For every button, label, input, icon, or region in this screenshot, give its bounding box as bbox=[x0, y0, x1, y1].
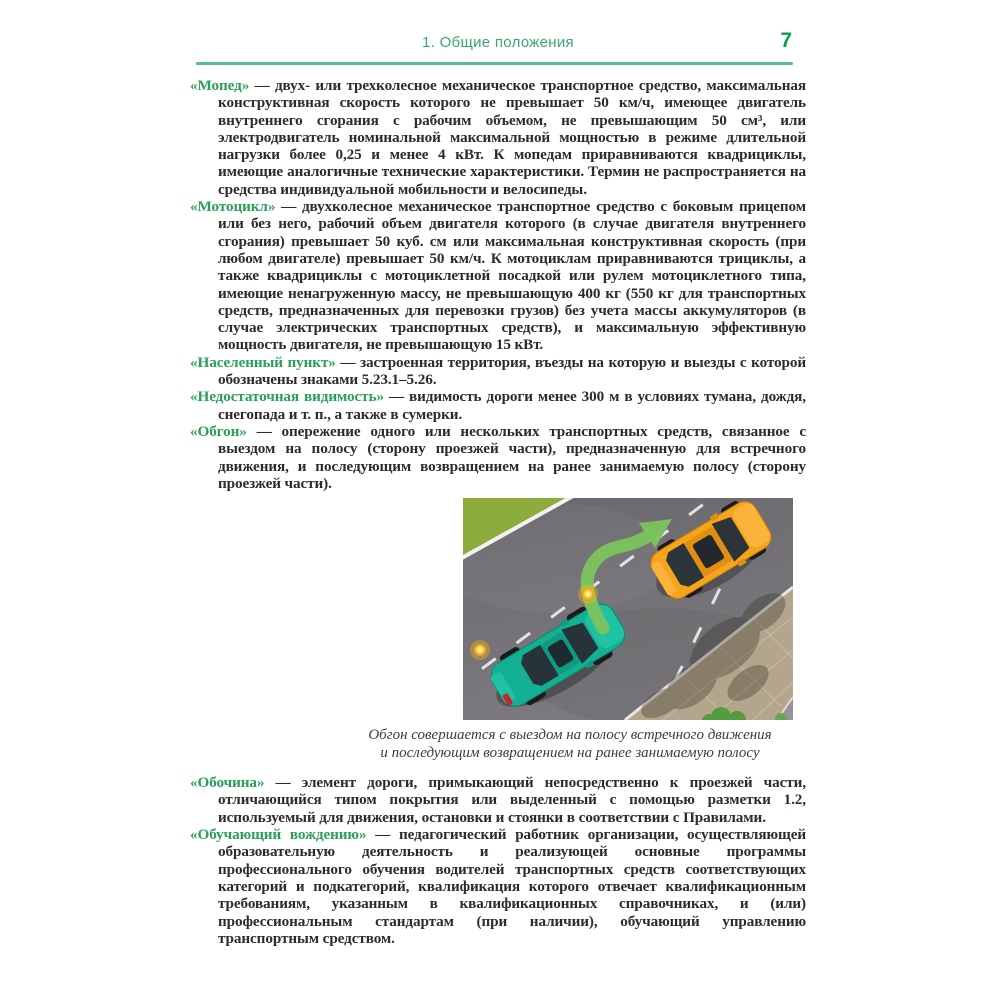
definition-text: — застроенная территория, въезды на которую и выезды с которой обозначены знаками 5.23.1–5.26. bbox=[218, 353, 807, 389]
definition-obochina bbox=[190, 774, 806, 826]
figure-caption-line1: Обгон совершается с выездом на полосу встречного движения bbox=[368, 727, 772, 744]
page-number: 7 bbox=[780, 29, 792, 52]
definition-text: — элемент дороги, примыкающий непосредственно к проезжей части, отличающийся типом покрытия или выделенный с помощью разметки 1.2, используемый для движения, остановки и стоянки в соответствии с Правилами. bbox=[218, 774, 806, 826]
figure-caption bbox=[345, 726, 795, 762]
page-content bbox=[190, 29, 807, 947]
definition-nedostatochnaya-vidimost bbox=[190, 388, 806, 423]
definition-moped bbox=[190, 77, 806, 198]
definition-text: — двух- или трехколесное механическое транспортное средство, максимальная конструктивная скорость которого не превышает 50 км/ч, имеющее двигатель внутреннего сгорания с рабочим объемом, не превышающим 50 см³, или электродвигатель номинальной максимальной мощностью в режиме длительной нагрузки более 0,25 и менее 4 кВт. К мопедам приравниваются квадрициклы, имеющие аналогичные технические характеристики. Термин не распространяется на средства индивидуальной мобильности и велосипеды. bbox=[218, 77, 806, 198]
definition-term: «Населенный пункт» bbox=[190, 353, 336, 371]
definition-text: — видимость дороги менее 300 м в условиях тумана, дождя, снегопада и т. п., а также в сумерки. bbox=[218, 388, 806, 423]
definition-obuchayushchiy-vozhdeniyu bbox=[190, 826, 806, 947]
definition-text: — двухколесное механическое транспортное средство с боковым прицепом или без него, рабочий объем двигателя которого (в случае двигателя внутреннего сгорания) превышает 50 куб. см или максимальная конструктивная скорость (при любом двигателе) превышает 50 км/ч. К мотоциклам приравниваются трициклы, а также квадрициклы с мотоциклетной посадкой или рулем мотоциклетного типа, имеющие ненагруженную массу, не превышающую 400 кг (550 кг для транспортных средств, предназначенных для перевозки грузов) без учета массы аккумуляторов (в случае электрических транспортных средств), и максимальную эффективную мощность двигателя, не превышающую 15 кВт. bbox=[218, 198, 806, 354]
overtaking-illustration bbox=[463, 498, 793, 720]
definition-term: «Мотоцикл» bbox=[190, 198, 276, 216]
definition-term: «Обочина» bbox=[190, 774, 265, 792]
chapter-header bbox=[190, 29, 806, 56]
definition-term: «Обучающий вождению» bbox=[190, 826, 367, 844]
definition-text: — педагогический работник организации, осуществляющей образовательную деятельность и реализующей основные программы профессионального обучения водителей транспортных средств соответствующих категорий и подкатегорий, квалификация которого отвечает квалификационным требованиям, указанным в квалификационных справочниках, и (или) профессиональным стандартам (при наличии), обучающий управлению транспортным средством. bbox=[218, 826, 806, 947]
definition-term: «Мопед» bbox=[190, 77, 250, 94]
definition-text: — опережение одного или нескольких транспортных средств, связанное с выездом на полосу (сторону проезжей части), предназначенную для встречного движения, и последующим возвращением на ранее занимаемую полосу (сторону проезжей части). bbox=[218, 422, 806, 492]
definition-motocikl bbox=[190, 198, 806, 354]
definition-obgon bbox=[190, 423, 806, 492]
definition-term: «Обгон» bbox=[190, 422, 247, 440]
definition-term: «Недостаточная видимость» bbox=[190, 388, 384, 406]
definitions-list bbox=[190, 77, 806, 947]
chapter-title: 1. Общие положения bbox=[422, 34, 574, 51]
header-divider bbox=[196, 62, 793, 65]
figure-caption-line2: и последующим возвращением на ранее занимаемую полосу bbox=[380, 745, 760, 762]
definition-naselenny-punkt bbox=[190, 354, 806, 389]
